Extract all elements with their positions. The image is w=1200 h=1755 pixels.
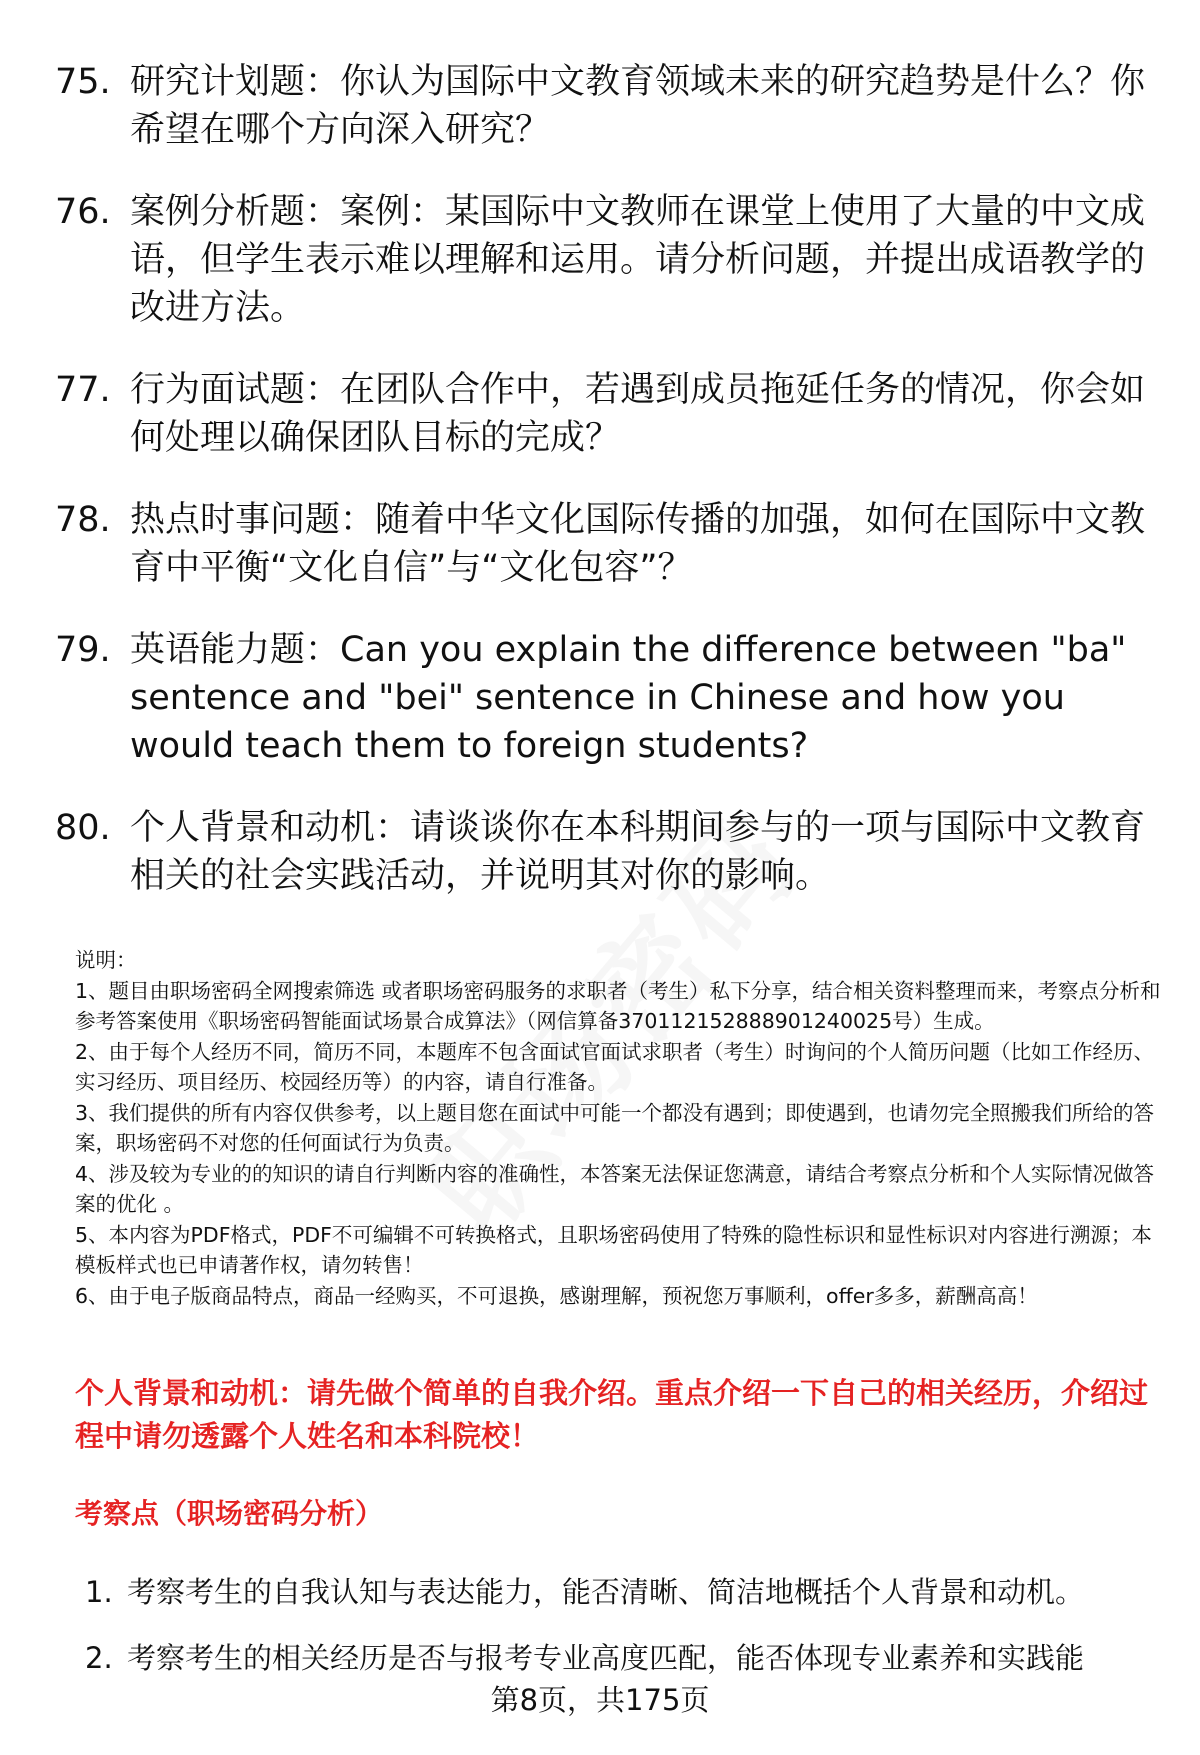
question-text: 行为面试题：在团队合作中，若遇到成员拖延任务的情况，你会如何处理以确保团队目标的完成？: [130, 370, 1146, 458]
note-item: 6、由于电子版商品特点，商品一经购买，不可退换，感谢理解，预祝您万事顺利，offer多多，薪酬高高！: [75, 1283, 1038, 1308]
question-text: 英语能力题：Can you explain the difference between "ba" sentence and "bei" sentence in Chinese and how you would teach them to foreign students?: [130, 630, 1127, 766]
note-item: 5、本内容为PDF格式，PDF不可编辑不可转换格式，且职场密码使用了特殊的隐性标识和显性标识对内容进行溯源；本模板样式也已申请著作权，请勿转售！: [75, 1222, 1152, 1277]
question-item: [55, 804, 1165, 900]
question-text: 个人背景和动机：请谈谈你在本科期间参与的一项与国际中文教育相关的社会实践活动，并说明其对你的影响。: [130, 808, 1146, 896]
question-text: 案例分析题：案例：某国际中文教师在课堂上使用了大量的中文成语，但学生表示难以理解和运用。请分析问题，并提出成语教学的改进方法。: [130, 192, 1146, 328]
note-item: 4、涉及较为专业的的知识的请自行判断内容的准确性，本答案无法保证您满意，请结合考察点分析和个人实际情况做答案的优化 。: [75, 1161, 1155, 1216]
notes-section: [75, 945, 1165, 1311]
question-item: [55, 626, 1165, 770]
notes-title: 说明：: [75, 948, 137, 972]
question-item: [55, 188, 1165, 332]
question-number: 78.: [55, 500, 111, 540]
question-number: 77.: [55, 370, 111, 410]
note-item: 3、我们提供的所有内容仅供参考，以上题目您在面试中可能一个都没有遇到；即使遇到，也请勿完全照搬我们所给的答案，职场密码不对您的任何面试行为负责。: [75, 1100, 1155, 1155]
point-number: 2.: [85, 1641, 113, 1675]
point-text: 考察考生的相关经历是否与报考专业高度匹配，能否体现专业素养和实践能: [127, 1641, 1085, 1675]
note-item: 1、题目由职场密码全网搜索筛选 或者职场密码服务的求职者（考生）私下分享，结合相关资料整理而来，考察点分析和参考答案使用《职场密码智能面试场景合成算法》（网信算备370112152888901240025号）生成。: [75, 978, 1161, 1033]
question-item: [55, 496, 1165, 592]
question-heading: 个人背景和动机：请先做个简单的自我介绍。重点介绍一下自己的相关经历，介绍过程中请勿透露个人姓名和本科院校！: [75, 1376, 1149, 1453]
question-item: [55, 58, 1165, 154]
page-footer: 第8页，共175页: [490, 1683, 710, 1717]
note-item: 2、由于每个人经历不同，简历不同，本题库不包含面试官面试求职者（考生）时询问的个人简历问题（比如工作经历、实习经历、项目经历、校园经历等）的内容，请自行准备。: [75, 1039, 1155, 1094]
question-text: 研究计划题：你认为国际中文教育领域未来的研究趋势是什么？你希望在哪个方向深入研究？: [130, 62, 1146, 150]
analysis-subheading: 考察点（职场密码分析）: [75, 1497, 384, 1530]
point-text: 考察考生的自我认知与表达能力，能否清晰、简洁地概括个人背景和动机。: [127, 1575, 1085, 1609]
question-text: 热点时事问题：随着中华文化国际传播的加强，如何在国际中文教育中平衡“文化自信”与“文化包容”？: [130, 500, 1146, 588]
point-number: 1.: [85, 1575, 113, 1609]
question-number: 75.: [55, 62, 111, 102]
question-item: [55, 366, 1165, 462]
question-list: [55, 58, 1165, 934]
analysis-point: [85, 1570, 1165, 1614]
question-number: 79.: [55, 630, 111, 670]
question-number: 80.: [55, 808, 111, 848]
analysis-point: [85, 1636, 1165, 1680]
question-number: 76.: [55, 192, 111, 232]
